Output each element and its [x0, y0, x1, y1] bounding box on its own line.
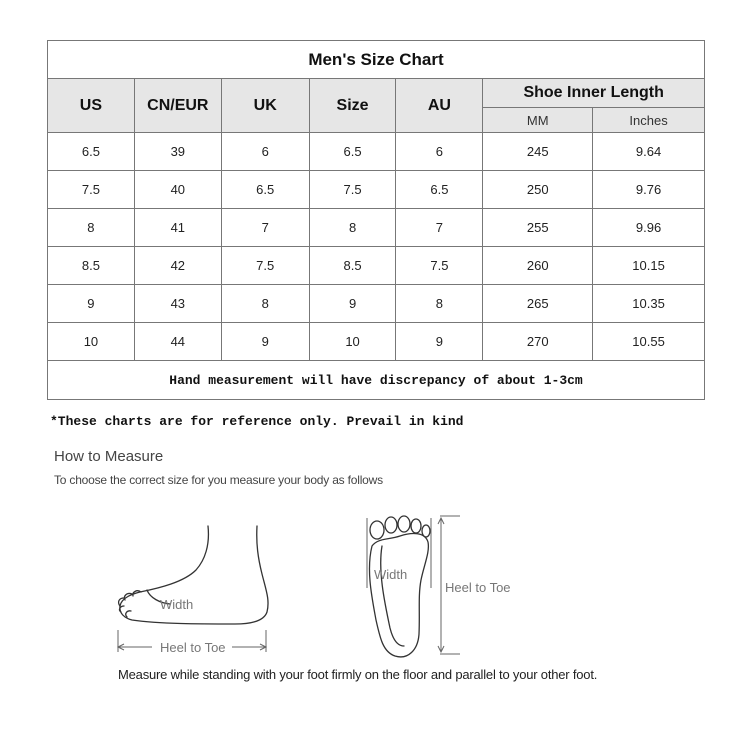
- cell-uk: 6.5: [221, 171, 309, 209]
- toe-second: [385, 517, 397, 533]
- toe-5: [126, 611, 131, 617]
- cell-mm: 270: [483, 323, 593, 361]
- sole-width-label: Width: [374, 567, 408, 582]
- cell-au: 8: [396, 285, 483, 323]
- cell-cn-eur: 40: [134, 171, 221, 209]
- cell-size: 8.5: [309, 247, 396, 285]
- toe-fifth: [422, 525, 430, 537]
- cell-us: 8: [48, 209, 135, 247]
- how-to-measure-subtitle: To choose the correct size for you measure your body as follows: [54, 473, 383, 487]
- sole-foot-illustration: [369, 516, 430, 657]
- cell-au: 6: [396, 133, 483, 171]
- cell-cn-eur: 43: [134, 285, 221, 323]
- cell-uk: 6: [221, 133, 309, 171]
- sole-heel-to-toe-label: Heel to Toe: [445, 580, 511, 595]
- header-size: Size: [309, 79, 396, 133]
- cell-uk: 8: [221, 285, 309, 323]
- cell-size: 7.5: [309, 171, 396, 209]
- side-heel-to-toe-label: Heel to Toe: [160, 640, 226, 655]
- cell-size: 9: [309, 285, 396, 323]
- toe-third: [398, 516, 410, 532]
- chart-title: Men's Size Chart: [48, 41, 705, 79]
- header-au: AU: [396, 79, 483, 133]
- header-uk: UK: [221, 79, 309, 133]
- cell-inches: 9.76: [593, 171, 705, 209]
- reference-note: *These charts are for reference only. Prevail in kind: [50, 414, 464, 429]
- how-to-measure-title: How to Measure: [54, 448, 164, 465]
- cell-cn-eur: 42: [134, 247, 221, 285]
- header-mm: MM: [483, 108, 593, 133]
- cell-inches: 10.15: [593, 247, 705, 285]
- side-foot-outline: [120, 526, 268, 624]
- cell-us: 6.5: [48, 133, 135, 171]
- side-foot-illustration: [119, 526, 268, 624]
- header-shoe-inner-length: Shoe Inner Length: [483, 79, 705, 108]
- side-width-label: Width: [160, 597, 194, 612]
- cell-cn-eur: 41: [134, 209, 221, 247]
- cell-cn-eur: 39: [134, 133, 221, 171]
- cell-au: 9: [396, 323, 483, 361]
- cell-size: 8: [309, 209, 396, 247]
- cell-us: 9: [48, 285, 135, 323]
- cell-cn-eur: 44: [134, 323, 221, 361]
- cell-inches: 10.35: [593, 285, 705, 323]
- cell-mm: 260: [483, 247, 593, 285]
- cell-inches: 10.55: [593, 323, 705, 361]
- cell-au: 7.5: [396, 247, 483, 285]
- cell-au: 6.5: [396, 171, 483, 209]
- cell-size: 10: [309, 323, 396, 361]
- cell-mm: 265: [483, 285, 593, 323]
- toe-4: [120, 606, 124, 612]
- header-us: US: [48, 79, 135, 133]
- cell-us: 8.5: [48, 247, 135, 285]
- cell-uk: 9: [221, 323, 309, 361]
- cell-mm: 250: [483, 171, 593, 209]
- cell-inches: 9.96: [593, 209, 705, 247]
- measuring-instruction: Measure while standing with your foot firmly on the floor and parallel to your other foot.: [118, 667, 598, 682]
- cell-mm: 255: [483, 209, 593, 247]
- cell-uk: 7.5: [221, 247, 309, 285]
- header-inches: Inches: [593, 108, 705, 133]
- cell-us: 7.5: [48, 171, 135, 209]
- toe-fourth: [411, 519, 421, 533]
- cell-au: 7: [396, 209, 483, 247]
- cell-us: 10: [48, 323, 135, 361]
- cell-size: 6.5: [309, 133, 396, 171]
- cell-inches: 9.64: [593, 133, 705, 171]
- measurement-discrepancy-note: Hand measurement will have discrepancy of about 1-3cm: [48, 361, 705, 400]
- toe-big: [370, 521, 384, 539]
- header-cn-eur: CN/EUR: [134, 79, 221, 133]
- cell-uk: 7: [221, 209, 309, 247]
- cell-mm: 245: [483, 133, 593, 171]
- sole-foot-outline: [369, 534, 428, 657]
- sole-inner-detail: [381, 546, 404, 646]
